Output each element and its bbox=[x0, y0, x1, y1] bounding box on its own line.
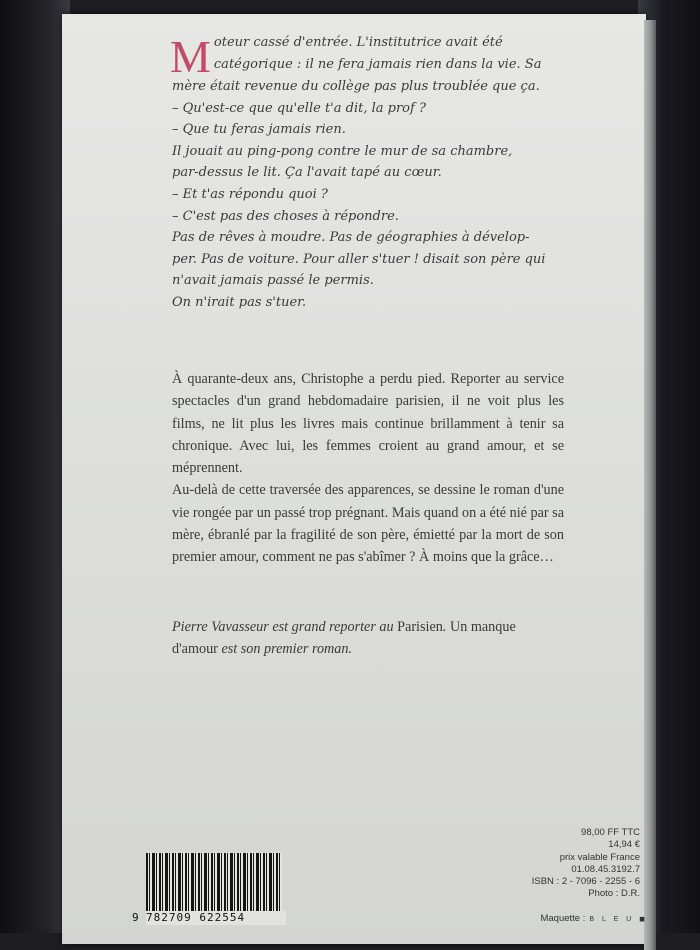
intro-line: – Qu'est-ce que qu'elle t'a dit, la prof ? bbox=[172, 100, 426, 116]
barcode-digits: 782709 622554 bbox=[146, 911, 286, 925]
newspaper-name: Parisien bbox=[397, 619, 443, 635]
price-eur: 14,94 € bbox=[608, 839, 640, 851]
intro-excerpt bbox=[110, 32, 565, 314]
intro-line: – Et t'as répondu quoi ? bbox=[172, 186, 328, 202]
product-code: 01.08.45.3192.7 bbox=[571, 863, 640, 875]
isbn-number: ISBN : 2 - 7096 - 2255 - 6 bbox=[531, 876, 640, 888]
intro-line: per. Pas de voiture. Pour aller s'tuer ! disait son père qui bbox=[172, 251, 546, 267]
maquette-label: Maquette : bbox=[540, 913, 586, 924]
intro-line: mère était revenue du collège pas plus troublée que ça. bbox=[172, 79, 540, 94]
drop-cap-letter: M bbox=[170, 31, 211, 82]
background-left bbox=[0, 0, 70, 933]
design-credit bbox=[540, 913, 648, 924]
book-spine-edge bbox=[644, 20, 656, 950]
price-validity: prix valable France bbox=[559, 851, 640, 863]
intro-line: oteur cassé d'entrée. L'institutrice avait été bbox=[213, 35, 503, 50]
author-bio-part2: . bbox=[442, 619, 450, 635]
intro-line: Pas de rêves à moudre. Pas de géographies à dévelop- bbox=[172, 230, 530, 246]
maquette-logo: B L E U ◼ bbox=[589, 916, 648, 923]
book-title: Un manque d'amour bbox=[172, 619, 516, 658]
author-bio-part1: Pierre Vavasseur est grand reporter au bbox=[172, 619, 398, 635]
author-bio bbox=[172, 616, 564, 661]
price-info bbox=[532, 827, 640, 901]
intro-line: On n'irait pas s'tuer. bbox=[172, 294, 307, 310]
photo-credit: Photo : D.R. bbox=[588, 888, 640, 900]
intro-line: – Que tu feras jamais rien. bbox=[172, 122, 346, 138]
price-ff: 98,00 FF TTC bbox=[581, 827, 640, 838]
intro-line: par-dessus le lit. Ça l'avait tapé au cœur. bbox=[172, 165, 442, 181]
intro-line: Il jouait au ping-pong contre le mur de sa chambre, bbox=[172, 143, 513, 159]
intro-line: n'avait jamais passé le permis. bbox=[172, 273, 374, 289]
intro-line: catégorique : il ne fera jamais rien dans la vie. Sa bbox=[213, 56, 542, 72]
summary-paragraph-2: Au-delà de cette traversée des apparences, se dessine le roman d'une vie rongée par un passé trop prégnant. Mais quand on a été nié par sa mère, ébranlé par la fragilité de son père, émietté par la mort de son premier amour, comment ne pas s'abîmer ? À moins que la grâce… bbox=[172, 482, 564, 566]
barcode-first-digit: 9 bbox=[132, 911, 139, 924]
summary-text bbox=[172, 368, 564, 569]
author-bio-part3: est son premier roman. bbox=[217, 641, 353, 658]
intro-line: – C'est pas des choses à répondre. bbox=[172, 208, 399, 224]
summary-paragraph-1: À quarante-deux ans, Christophe a perdu pied. Reporter au service spectacles d'un grand hebdomadaire parisien, il ne voit plus les films, ne lit plus les livres mais continue brillamment à tenir sa chronique. Avec lui, les femmes croient au grand amour, et se méprennent. bbox=[172, 371, 564, 477]
